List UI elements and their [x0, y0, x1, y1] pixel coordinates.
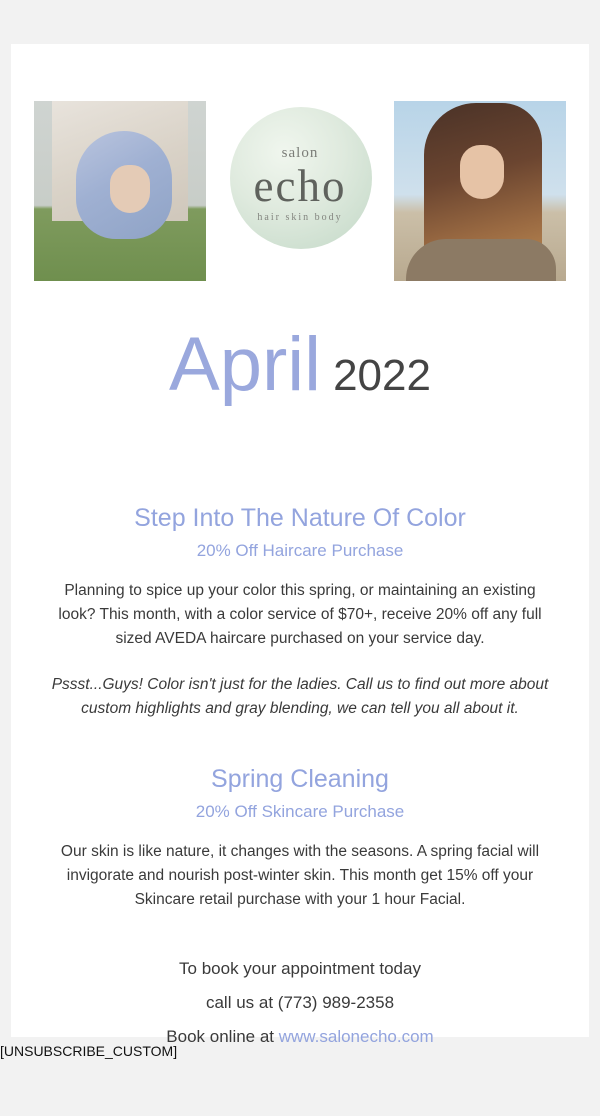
salon-website-link[interactable]: www.salonecho.com	[278, 1027, 434, 1046]
section-body: Planning to spice up your color this spring, or maintaining an existing look? This month, with a color service of $70+, receive 20% off any full sized AVEDA haircare purchased on your service day.	[58, 582, 542, 647]
section-subtitle: 20% Off Skincare Purchase	[195, 802, 405, 821]
section-skincare-promo	[11, 765, 589, 912]
masthead-month: April	[169, 322, 322, 407]
cta-line-3-prefix: Book online at	[166, 1027, 279, 1046]
cta-line-2: call us at (773) 989-2358	[205, 993, 395, 1012]
section-note: Pssst...Guys! Color isn't just for the ladies. Call us to find out more about custom highlights and gray blending, we can tell you all about it.	[51, 676, 549, 717]
logo-echo-word: echo	[253, 161, 347, 211]
logo-tagline: hair skin body	[257, 212, 343, 223]
masthead-year: 2022	[333, 351, 431, 400]
section-body: Our skin is like nature, it changes with the seasons. A spring facial will invigorate and nourish post-winter skin. This month get 15% off your Skincare retail purchase with your 1 hour Facial.	[60, 843, 540, 908]
booking-call-to-action	[11, 952, 589, 1054]
unsubscribe-token[interactable]: [UNSUBSCRIBE_CUSTOM]	[0, 1043, 178, 1059]
hero-photo-right	[394, 101, 566, 281]
logo-text-block	[214, 145, 386, 223]
hero-image-row	[11, 44, 589, 281]
logo-salon-word: salon	[281, 145, 319, 161]
hero-photo-left	[34, 101, 206, 281]
section-subtitle: 20% Off Haircare Purchase	[196, 541, 404, 560]
model-face-right	[460, 145, 504, 199]
salon-logo-tile	[214, 101, 386, 281]
section-title: Spring Cleaning	[211, 765, 389, 793]
model-shoulder-right	[406, 239, 556, 281]
section-title: Step Into The Nature Of Color	[134, 504, 466, 532]
masthead	[11, 321, 589, 408]
model-face-left	[110, 165, 150, 213]
email-body	[11, 44, 589, 1046]
cta-line-1: To book your appointment today	[179, 959, 421, 978]
section-color-promo	[11, 504, 589, 721]
